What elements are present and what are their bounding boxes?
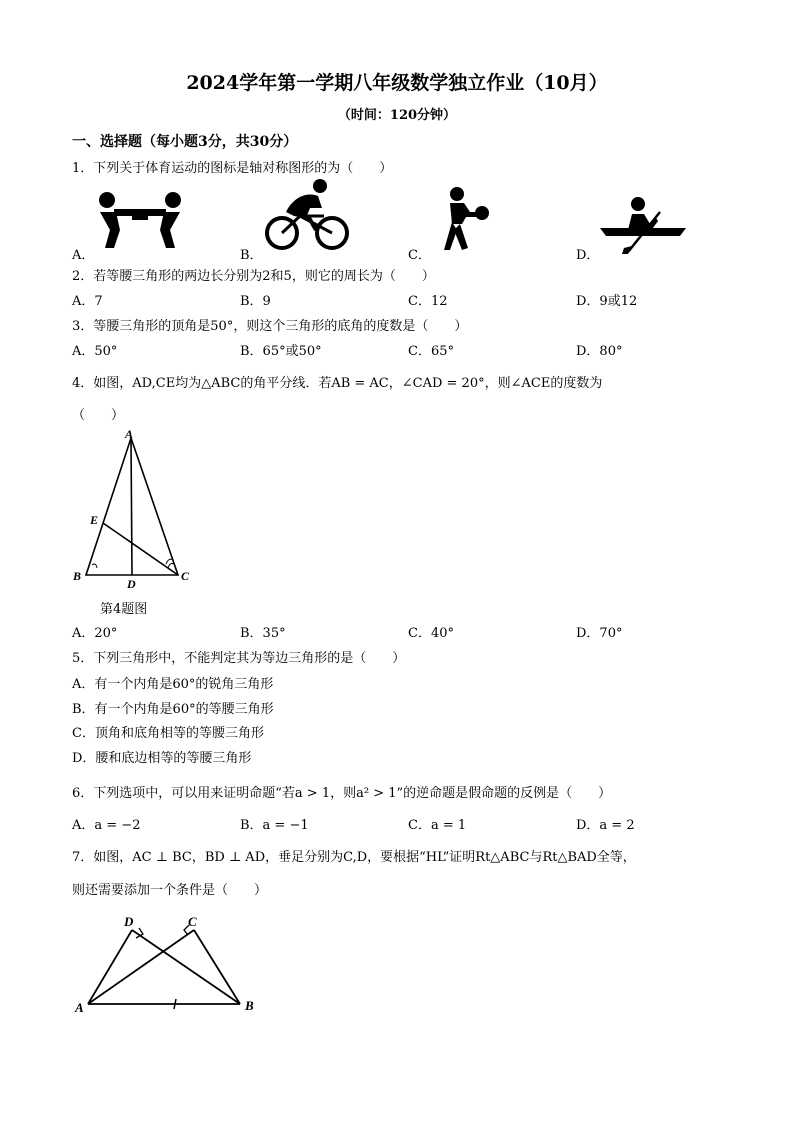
q7-label-b: B	[245, 998, 254, 1013]
page-subtitle: （时间：120分钟）	[337, 108, 457, 123]
q2-option-c: C．12	[408, 294, 448, 309]
canoe-icon	[600, 196, 688, 254]
q4-option-d: D．70°	[576, 626, 623, 641]
q3-option-b: B．65°或50°	[240, 344, 322, 359]
q7-label-d: D	[124, 914, 134, 929]
question-7-stem: 7．如图，AC ⊥ BC，BD ⊥ AD，垂足分别为C,D，要根据“HL”证明Rt△ABC与Rt△BAD全等，	[72, 850, 636, 865]
volleyball-icon	[432, 186, 492, 252]
q1-option-d: D．	[576, 248, 600, 263]
page-title: 2024学年第一学期八年级数学独立作业（10月）	[186, 72, 608, 94]
question-7-stem-line2: 则还需要添加一个条件是（ ）	[72, 883, 268, 898]
cycling-icon	[264, 178, 352, 252]
q3-option-a: A．50°	[72, 344, 118, 359]
q4-option-c: C．40°	[408, 626, 454, 641]
q5-option-d: D．腰和底边相等的等腰三角形	[72, 751, 252, 766]
q4-option-a: A．20°	[72, 626, 118, 641]
q1-option-a: A．	[72, 248, 95, 263]
q4-label-b: B	[73, 569, 82, 583]
q6-option-c: C．a = 1	[408, 818, 467, 833]
question-4-paren: （ ）	[72, 408, 125, 423]
q4-label-e: E	[90, 513, 99, 527]
q7-label-a: A	[75, 1000, 84, 1015]
section-heading: 一、选择题（每小题3分，共30分）	[72, 134, 298, 150]
q4-label-d: D	[127, 577, 136, 591]
question-1-stem: 1．下列关于体育运动的图标是轴对称图形的为（ ）	[72, 161, 393, 176]
q6-option-b: B．a = −1	[240, 818, 309, 833]
q4-label-a: A	[125, 427, 134, 441]
question-4-stem: 4．如图，AD,CE均为△ABC的角平分线．若AB = AC，∠CAD = 20°，则∠ACE的度数为	[72, 376, 603, 391]
q5-option-a: A．有一个内角是60°的锐角三角形	[72, 677, 274, 692]
q4-label-c: C	[181, 569, 190, 583]
q4-triangle-figure	[70, 426, 200, 592]
q5-option-c: C．顶角和底角相等的等腰三角形	[72, 726, 264, 741]
q7-triangles-figure	[72, 910, 272, 1020]
q5-option-b: B．有一个内角是60°的等腰三角形	[72, 702, 274, 717]
q6-option-a: A．a = −2	[72, 818, 141, 833]
q6-option-d: D．a = 2	[576, 818, 635, 833]
q4-figure-caption: 第4题图	[100, 602, 148, 617]
q7-label-c: C	[188, 914, 197, 929]
q2-option-b: B．9	[240, 294, 271, 309]
question-6-stem: 6．下列选项中，可以用来证明命题“若a > 1，则a² > 1”的逆命题是假命题的反例是（ ）	[72, 786, 612, 801]
q2-option-d: D．9或12	[576, 294, 638, 309]
question-5-stem: 5．下列三角形中，不能判定其为等边三角形的是（ ）	[72, 651, 406, 666]
q3-option-d: D．80°	[576, 344, 623, 359]
q1-option-b: B．	[240, 248, 263, 263]
q1-option-c: C．	[408, 248, 431, 263]
question-2-stem: 2．若等腰三角形的两边长分别为2和5，则它的周长为（ ）	[72, 269, 435, 284]
rowing-machine-icon	[96, 190, 186, 252]
q4-option-b: B．35°	[240, 626, 286, 641]
q2-option-a: A．7	[72, 294, 103, 309]
question-3-stem: 3．等腰三角形的顶角是50°，则这个三角形的底角的度数是（ ）	[72, 319, 468, 334]
q3-option-c: C．65°	[408, 344, 454, 359]
